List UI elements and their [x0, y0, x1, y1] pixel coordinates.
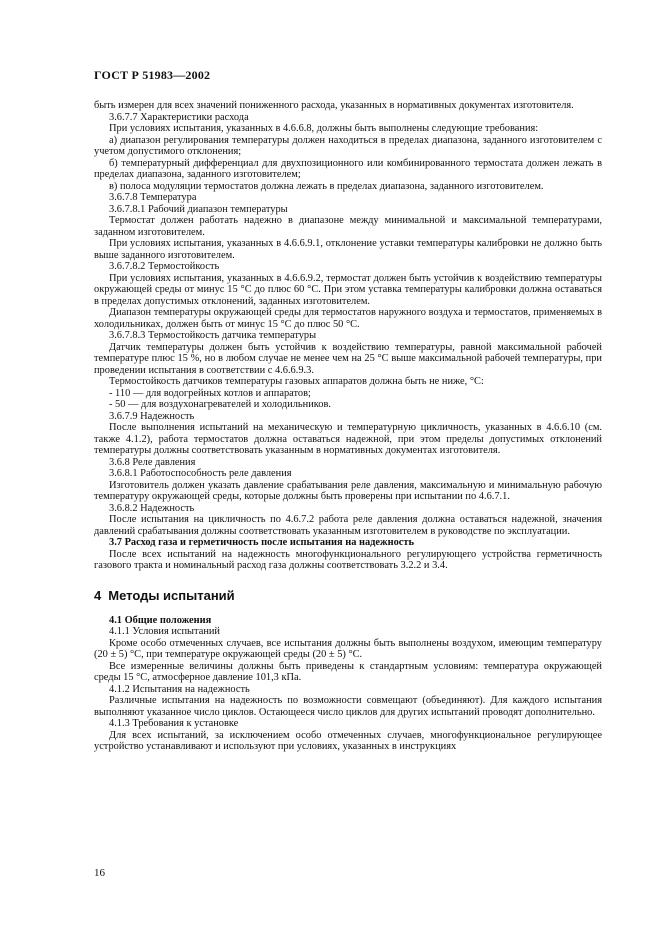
paragraph: При условиях испытания, указанных в 4.6.6.9.2, термостат должен быть устойчив к воздействию температуры окружающей среды от минус 15 °С до плюс 60 °С. При этом уставка температуры калибровки должна оставаться в пределах допустимых отклонений, заданных изготовителем. — [94, 272, 602, 307]
clause-heading: 3.6.7.7 Характеристики расхода — [109, 111, 249, 123]
paragraph: быть измерен для всех значений пониженного расхода, указанных в нормативных документах изготовителя. — [94, 100, 574, 111]
clause-heading: 3.6.8 Реле давления — [109, 456, 196, 468]
paragraph: Датчик температуры должен быть устойчив к воздействию температуры, равной максимальной рабочей температуре плюс 15 %, но в любом случае не менее чем на 25 °С выше максимальной рабочей температуры, при проведении испытания в соответствии с 4.6.6.9.3. — [94, 341, 602, 376]
document-body — [94, 100, 602, 753]
clause-heading: 3.6.8.2 Надежность — [109, 502, 195, 514]
page-number: 16 — [94, 867, 105, 879]
clause-heading: 3.6.8.1 Работоспособность реле давления — [109, 468, 292, 479]
paragraph: Изготовитель должен указать давление срабатывания реле давления, максимальную и минимальную рабочую температуру окружающей среды, которые должны быть проверены при испытании по 4.6.7.1. — [94, 479, 602, 502]
paragraph: При условиях испытания, указанных в 4.6.6.8, должны быть выполнены следующие требования: — [109, 123, 539, 134]
paragraph: Кроме особо отмеченных случаев, все испытания должны быть выполнены воздухом, имеющим температуру (20 ± 5) °С, при температуре окружающей среды (20 ± 5) °С. — [94, 637, 602, 660]
list-item: в) полоса модуляции термостатов должна лежать в пределах диапазона, заданного изготовителем. — [109, 180, 544, 192]
list-item: - 50 — для воздухонагревателей и холодильников. — [109, 399, 331, 410]
paragraph: При условиях испытания, указанных в 4.6.6.9.1, отклонение уставки температуры калибровки не должно быть выше заданного изготовителем. — [94, 238, 602, 261]
paragraph: После испытания на цикличность по 4.6.7.2 работа реле давления должна оставаться надежной, значения давлений срабатывания должны соответствовать указанным изготовителем в руководстве по эксплуатации. — [94, 514, 602, 537]
list-item: б) температурный дифференциал для двухпозиционного или комбинированного термостата должен лежать в пределах диапазона, заданного изготовителем; — [94, 157, 602, 180]
section-heading-4 — [94, 588, 602, 603]
paragraph: Различные испытания на надежность по возможности совмещают (объединяют). Для каждого испытания выполняют указанное число циклов. Остающееся число циклов для других испытаний проводят дополнительно. — [94, 695, 602, 718]
clause-heading: 4.1.1 Условия испытаний — [109, 626, 220, 637]
clause-heading: 3.6.7.9 Надежность — [109, 410, 195, 422]
clause-heading: 4.1.2 Испытания на надежность — [109, 683, 250, 695]
paragraph: Для всех испытаний, за исключением особо отмеченных случаев, многофункциональное регулирующее устройство устанавливают и используют при условиях, указанных в инструкциях — [94, 729, 602, 752]
paragraph: После всех испытаний на надежность многофункционального регулирующего устройства герметичность газового тракта и номинальный расход газа должны соответствовать 3.2.2 и 3.4. — [94, 548, 602, 571]
section-number: 4 — [94, 587, 102, 603]
paragraph: После выполнения испытаний на механическую и температурную цикличность, указанных в 4.6.6.10 (см. также 4.1.2), работа термостатов должна оставаться надежной, при этом пределы допустимых отклонений температуры должны соответствовать указанным в нормативных документах изготовителя. — [94, 422, 602, 456]
clause-heading: 3.6.7.8.2 Термостойкость — [109, 261, 220, 272]
paragraph: Все измеренные величины должны быть приведены к стандартным условиям: температура окружающей среды 15 °С, атмосферное давление 101,3 кПа. — [94, 660, 602, 683]
document-header: ГОСТ Р 51983—2002 — [94, 68, 211, 82]
clause-heading: 4.1.3 Требования к установке — [109, 718, 239, 729]
section-title: Методы испытаний — [108, 587, 235, 603]
section-heading-3-7: 3.7 Расход газа и герметичность после испытания на надежность — [109, 537, 414, 548]
clause-heading: 3.6.7.8 Температура — [109, 192, 197, 203]
paragraph: Диапазон температуры окружающей среды для термостатов наружного воздуха и термостатов, применяемых в холодильниках, должен быть от минус 15 °С до плюс 50 °С. — [94, 307, 602, 330]
subsection-heading-4-1: 4.1 Общие положения — [109, 614, 212, 626]
clause-heading: 3.6.7.8.1 Рабочий диапазон температуры — [109, 203, 288, 215]
clause-heading: 3.6.7.8.3 Термостойкость датчика температуры — [109, 330, 317, 341]
paragraph: Термостойкость датчиков температуры газовых аппаратов должна быть не ниже, °С: — [109, 376, 484, 387]
paragraph: Термостат должен работать надежно в диапазоне между минимальной и максимальной температурами, заданном изготовителем. — [94, 215, 602, 238]
list-item: а) диапазон регулирования температуры должен находиться в пределах диапазона, заданного изготовителем с учетом допустимого отклонения; — [94, 134, 602, 157]
list-item: - 110 — для водогрейных котлов и аппаратов; — [109, 387, 311, 399]
